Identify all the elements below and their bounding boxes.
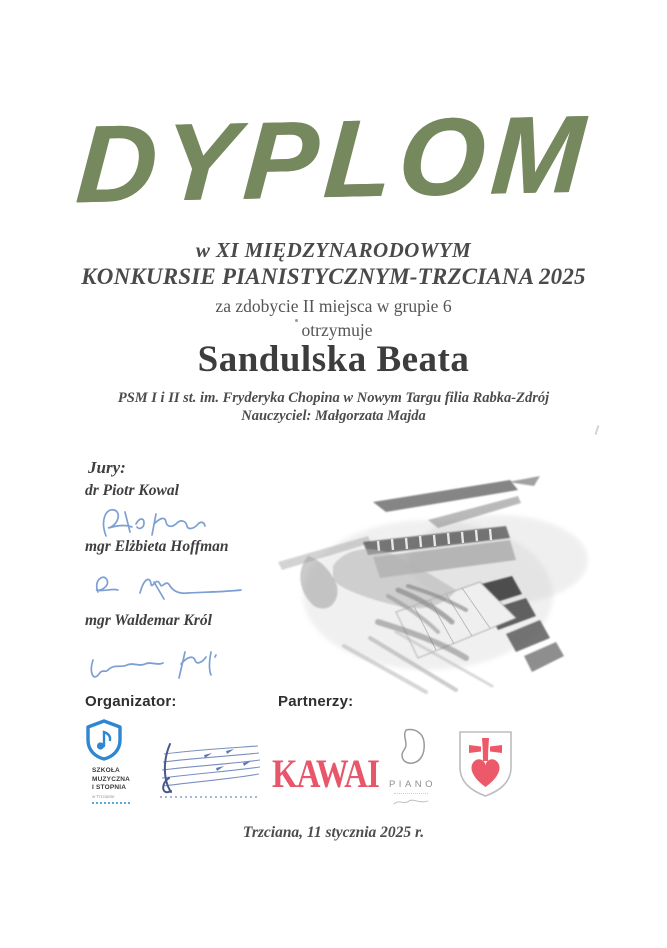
recipient-teacher: Nauczyciel: Małgorzata Majda <box>241 408 426 424</box>
piano-hands-illustration <box>278 440 618 698</box>
music-staff-logo <box>146 738 272 800</box>
recipient-name: Sandulska Beata <box>197 339 470 380</box>
jury-label: Jury: <box>88 458 126 477</box>
school-logo-text-3: I STOPNIA <box>92 784 127 792</box>
school-shield-icon <box>84 719 124 761</box>
piano-logo-subtext-line <box>394 793 428 794</box>
school-logo-text-1: SZKOŁA <box>92 767 120 774</box>
receives-text: otrzymuje <box>301 320 373 340</box>
achievement-line: za zdobycie II miejsca w grupie 6 <box>215 296 452 316</box>
signature-elzbieta-hoffman <box>88 568 250 608</box>
piano-logo-text: PIANO <box>388 779 437 790</box>
partners-label: Partnerzy: <box>278 693 354 710</box>
scan-dot-artifact <box>295 319 298 322</box>
organizer-label: Organizator: <box>85 693 177 710</box>
signature-waldemar-krol <box>85 642 227 688</box>
date-line: Trzciana, 11 stycznia 2025 r. <box>242 824 425 841</box>
piano-centrum-logo <box>382 727 440 812</box>
grand-piano-outline-icon <box>393 727 429 771</box>
kawai-logo: KAWAI <box>272 751 380 796</box>
trzciana-crest-logo <box>457 729 514 799</box>
jury-member-name: mgr Elżbieta Hoffman <box>85 538 229 555</box>
school-logo-web-line <box>92 802 130 804</box>
music-school-logo <box>78 719 142 804</box>
competition-line-2: KONKURSIE PIANISTYCZNYM-TRZCIANA 2025 <box>81 264 586 289</box>
competition-line-1: w XI MIĘDZYNARODOWYM <box>195 238 472 262</box>
recipient-school: PSM I i II st. im. Fryderyka Chopina w Nowym Targu filia Rabka-Zdrój <box>117 390 550 406</box>
scan-artifact <box>595 425 600 435</box>
jury-member-name: dr Piotr Kowal <box>85 482 179 499</box>
school-logo-text-2: MUZYCZNA <box>92 775 131 783</box>
diploma-title: DYPLOM <box>72 92 595 227</box>
school-logo-text-4: w Trzcianie <box>92 793 115 799</box>
jury-member-name: mgr Waldemar Król <box>85 612 212 629</box>
piano-logo-script-flourish <box>391 797 431 807</box>
